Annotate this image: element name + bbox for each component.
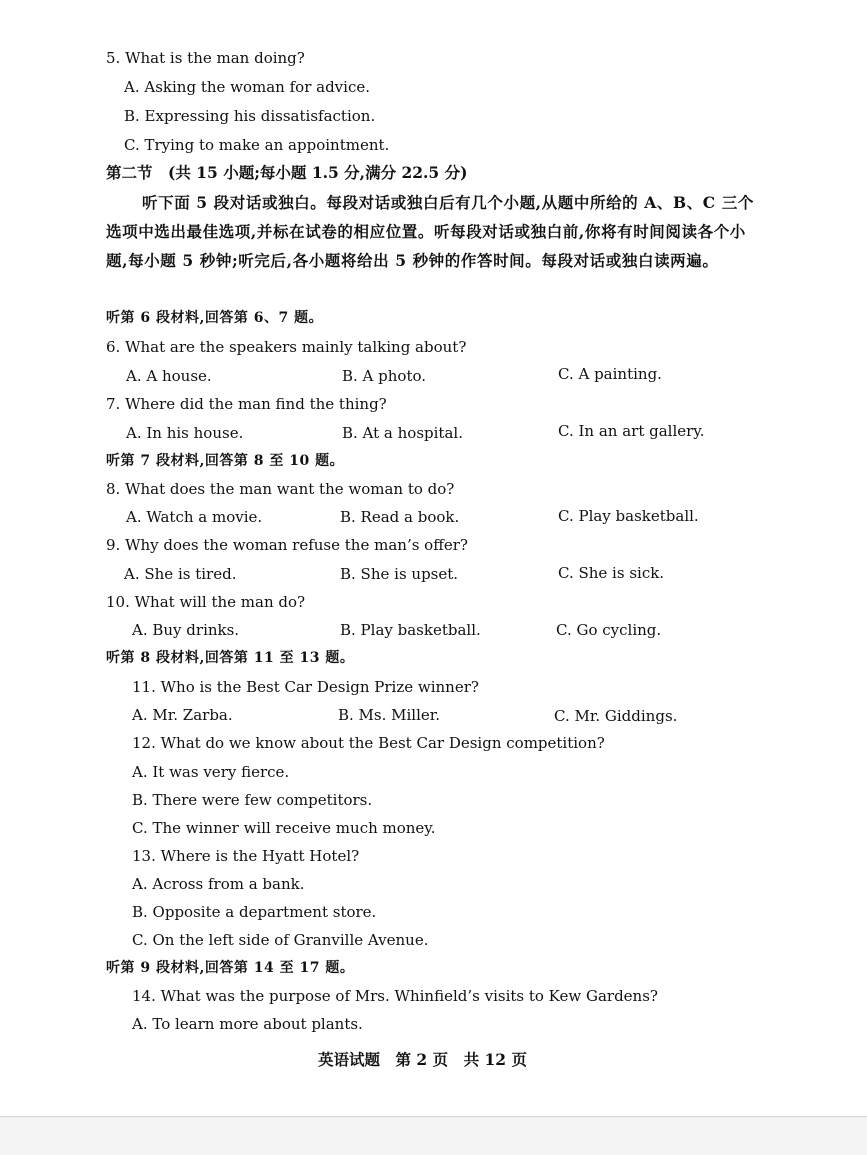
question-7-option-a: A. In his house. [126,424,244,442]
question-8-stem: 8. What does the man want the woman to do? [106,480,455,498]
question-12-stem: 12. What do we know about the Best Car Design competition? [132,734,605,752]
question-10-stem: 10. What will the man do? [106,593,306,611]
question-8-option-b: B. Read a book. [340,508,460,526]
question-7-option-c: C. In an art gallery. [558,422,705,440]
question-12-option-c: C. The winner will receive much money. [132,819,436,837]
question-5-option-b: B. Expressing his dissatisfaction. [124,107,376,125]
question-6-stem: 6. What are the speakers mainly talking about? [106,338,467,356]
question-9-option-b: B. She is upset. [340,565,459,583]
question-5-option-a: A. Asking the woman for advice. [124,78,370,96]
question-12-option-b: B. There were few competitors. [132,791,373,809]
question-11-stem: 11. Who is the Best Car Design Prize winner? [132,678,479,696]
material-6-label: 听第 6 段材料,回答第 6、7 题。 [106,310,324,326]
question-11-option-a: A. Mr. Zarba. [132,706,233,724]
question-6-option-c: C. A painting. [558,365,662,383]
question-5-option-c: C. Trying to make an appointment. [124,136,390,154]
question-9-option-a: A. She is tired. [124,565,237,583]
material-8-label: 听第 8 段材料,回答第 11 至 13 题。 [106,650,355,666]
question-12-option-a: A. It was very fierce. [132,763,290,781]
question-6-option-a: A. A house. [126,367,212,385]
question-5-stem: 5. What is the man doing? [106,49,305,67]
question-10-option-a: A. Buy drinks. [132,621,240,639]
question-9-option-c: C. She is sick. [558,564,665,582]
question-8-option-c: C. Play basketball. [558,507,699,525]
question-11-option-c: C. Mr. Giddings. [554,707,678,725]
question-13-stem: 13. Where is the Hyatt Hotel? [132,847,360,865]
question-7-stem: 7. Where did the man find the thing? [106,395,387,413]
question-10-option-b: B. Play basketball. [340,621,481,639]
question-7-option-b: B. At a hospital. [342,424,463,442]
question-9-stem: 9. Why does the woman refuse the man’s offer? [106,536,468,554]
question-6-option-b: B. A photo. [342,367,427,385]
section-2-heading: 第二节 (共 15 小题;每小题 1.5 分,满分 22.5 分) [106,163,468,182]
material-9-label: 听第 9 段材料,回答第 14 至 17 题。 [106,960,355,976]
question-14-stem: 14. What was the purpose of Mrs. Whinfield’s visits to Kew Gardens? [132,987,658,1005]
question-11-option-b: B. Ms. Miller. [338,706,441,724]
question-14-option-a: A. To learn more about plants. [132,1015,363,1033]
question-10-option-c: C. Go cycling. [556,621,662,639]
question-8-option-a: A. Watch a movie. [126,508,263,526]
section-2-instructions: 听下面 5 段对话或独白。每段对话或独白后有几个小题,从题中所给的 A、B、C 三个选项中选出最佳选项,并标在试卷的相应位置。听每段对话或独白前,你将有时间阅读各个小题,每小题 5 秒钟;听完后,各小题将给出 5 秒钟的作答时间。每段对话或独白读两遍。 [106,193,754,270]
question-13-option-b: B. Opposite a department store. [132,903,377,921]
question-13-option-c: C. On the left side of Granville Avenue. [132,931,429,949]
material-7-label: 听第 7 段材料,回答第 8 至 10 题。 [106,453,345,469]
bottom-margin-band [0,1116,867,1155]
question-13-option-a: A. Across from a bank. [132,875,305,893]
page-footer: 英语试题 第 2 页 共 12 页 [318,1050,527,1069]
